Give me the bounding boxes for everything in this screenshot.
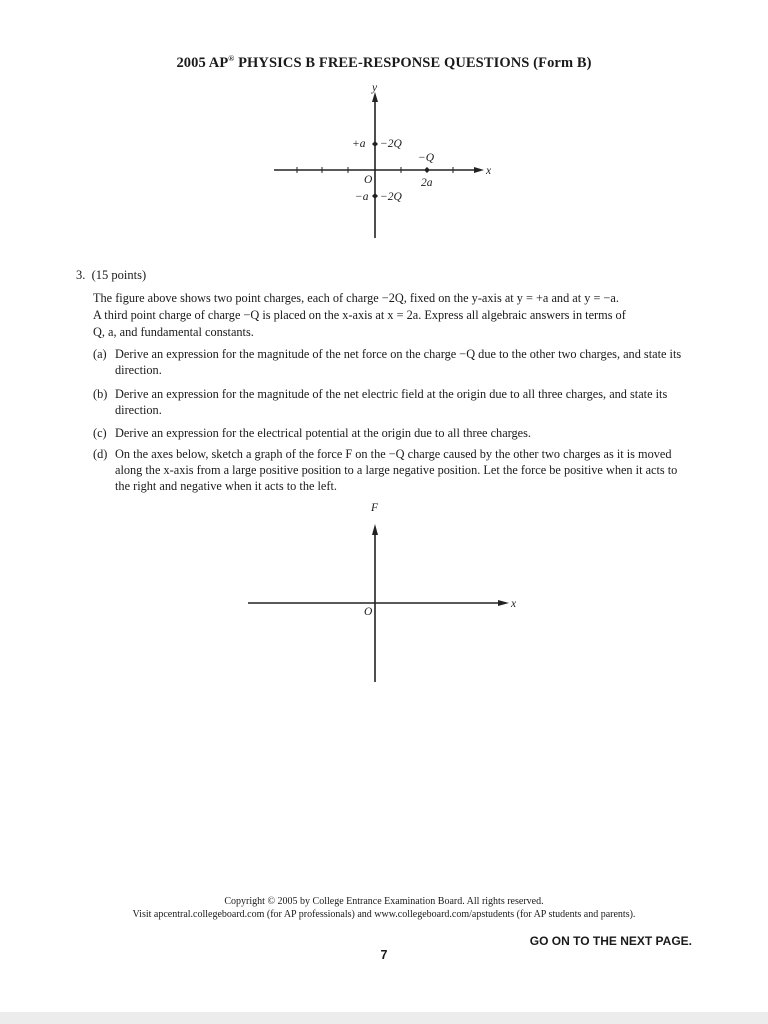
intro-line-3: Q, a, and fundamental constants. xyxy=(93,325,254,339)
fig1-minus-a-label: −a xyxy=(355,191,369,203)
question-part-b xyxy=(93,386,693,418)
title-text: 2005 AP xyxy=(176,54,229,71)
page-number: 7 xyxy=(380,948,388,962)
question-header xyxy=(76,268,146,283)
copyright-line-1: Copyright © 2005 by College Entrance Examination Board. All rights reserved. xyxy=(224,896,544,907)
question-part-d xyxy=(93,446,693,494)
fig2-y-arrowhead xyxy=(372,524,378,535)
part-text: Derive an expression for the magnitude of the net force on the charge −Q due to the other two charges, and state its direction. xyxy=(115,347,682,377)
fig1-charge-bottom-label: −2Q xyxy=(380,191,402,203)
fig2-y-label: F xyxy=(371,502,379,514)
fig1-two-a-label: 2a xyxy=(421,177,433,189)
page-bottom-edge xyxy=(0,1012,768,1024)
fig1-x-label: x xyxy=(486,165,492,177)
part-label: (b) xyxy=(93,387,108,401)
question-points: (15 points) xyxy=(91,268,147,282)
copyright-line-2: Visit apcentral.collegeboard.com (for AP professionals) and www.collegeboard.com/apstudents (for AP students and parents). xyxy=(132,909,636,920)
fig1-y-label: y xyxy=(372,82,378,94)
question-intro xyxy=(93,290,683,341)
fig1-origin-label: O xyxy=(364,174,373,186)
fig2-origin-label: O xyxy=(364,606,373,618)
fig2-x-label: x xyxy=(511,598,517,610)
part-text: Derive an expression for the electrical potential at the origin due to all three charges. xyxy=(115,426,531,440)
part-label: (d) xyxy=(93,447,108,461)
fig2-x-arrowhead xyxy=(498,600,509,606)
fig1-plus-a-label: +a xyxy=(352,138,366,150)
question-part-c xyxy=(93,425,693,441)
charge-right-dot xyxy=(425,168,429,172)
question-part-a xyxy=(93,346,693,378)
part-text: Derive an expression for the magnitude of the net electric field at the origin due to all three charges, and state its direction. xyxy=(115,387,668,417)
charge-bottom-dot xyxy=(373,194,377,198)
fig1-x-arrowhead xyxy=(474,167,484,173)
intro-line-2: A third point charge of charge −Q is placed on the x-axis at x = 2a. Express all algebraic answers in terms of xyxy=(93,308,626,322)
intro-line-1: The figure above shows two point charges, each of charge −2Q, fixed on the y-axis at y = +a and at y = −a. xyxy=(93,291,619,305)
question-number: 3. xyxy=(76,268,86,282)
go-next-page-text: GO ON TO THE NEXT PAGE. xyxy=(529,934,692,948)
fig1-charge-right-label: −Q xyxy=(418,152,435,164)
part-label: (c) xyxy=(93,426,107,440)
registered-mark: ® xyxy=(228,54,235,63)
title-text-rest: PHYSICS B FREE-RESPONSE QUESTIONS (Form B) xyxy=(234,54,592,71)
part-text: On the axes below, sketch a graph of the force F on the −Q charge caused by the other two charges as it is moved along the x-axis from a large positive position to a large negative position. Let the force be positive when it acts to the right and negative when it acts to the left. xyxy=(115,447,678,493)
charge-top-dot xyxy=(373,142,377,146)
part-label: (a) xyxy=(93,347,107,361)
fig1-charge-top-label: −2Q xyxy=(380,138,402,150)
